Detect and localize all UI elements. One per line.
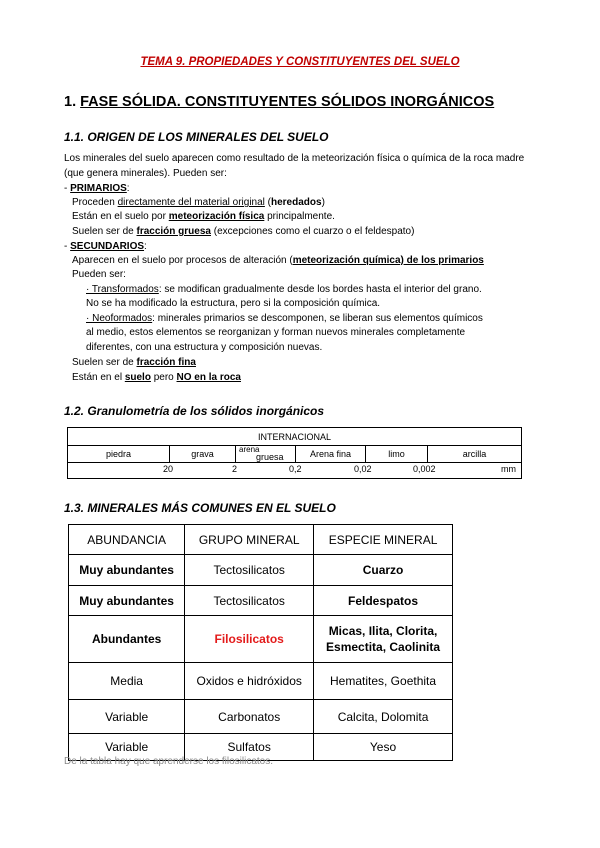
limit-0-2: 0,2 [289, 464, 302, 474]
header-abundancia: ABUNDANCIA [69, 525, 185, 555]
primarios-heading: - PRIMARIOS: [64, 183, 130, 194]
granulometry-header: INTERNACIONAL [68, 428, 521, 446]
table-row: Variable Sulfatos Yeso [69, 734, 453, 761]
limit-0-02: 0,02 [354, 464, 372, 474]
category-piedra: piedra [68, 446, 170, 463]
section-1-1-heading: 1.1. ORIGEN DE LOS MINERALES DEL SUELO [64, 130, 329, 144]
transformados-line-1: · Transformados: se modifican gradualmente desde los bordes hasta el interior del grano. [86, 284, 482, 295]
category-arena-fina: Arena fina [296, 446, 366, 463]
section-1-2-heading: 1.2. Granulometría de los sólidos inorgánicos [64, 404, 325, 418]
limit-0-002: 0,002 [413, 464, 436, 474]
secundarios-line-3: Suelen ser de fracción fina [72, 357, 196, 368]
table-row: Media Oxidos e hidróxidos Hematites, Goethita [69, 663, 453, 700]
limit-unit: mm [501, 464, 516, 474]
neoformados-line-1: · Neoformados: minerales primarios se descomponen, se liberan sus elementos químicos [86, 313, 483, 324]
primarios-line-3: Suelen ser de fracción gruesa (excepciones como el cuarzo o el feldespato) [72, 226, 415, 237]
transformados-line-2: No se ha modificado la estructura, pero si la composición química. [86, 298, 381, 309]
granulometry-limits-row [68, 463, 521, 478]
section-1-title: FASE SÓLIDA. CONSTITUYENTES SÓLIDOS INORGÁNICOS [80, 94, 495, 110]
table-row: Muy abundantes Tectosilicatos Feldespatos [69, 586, 453, 616]
category-limo: limo [366, 446, 428, 463]
table-header-row [69, 525, 453, 555]
neoformados-line-2: al medio, estos elementos se reorganizan y forman nuevos minerales completamente [86, 327, 466, 338]
secundarios-line-4: Están en el suelo pero NO en la roca [72, 372, 241, 383]
secundarios-heading: - SECUNDARIOS: [64, 241, 147, 252]
granulometry-table [67, 427, 522, 479]
table-row: Variable Carbonatos Calcita, Dolomita [69, 700, 453, 734]
table-row: Abundantes Filosilicatos Micas, Ilita, Clorita, Esmectita, Caolinita [69, 616, 453, 663]
header-grupo-mineral: GRUPO MINERAL [185, 525, 314, 555]
table-note: De la tabla hay que aprenderse los filosilicatos. [64, 756, 274, 767]
minerals-table [68, 524, 453, 761]
intro-paragraph: Los minerales del suelo aparecen como resultado de la meteorización física o química de la roca madre (que genera minerales). Pueden ser: [64, 153, 525, 179]
primarios-line-2: Están en el suelo por meteorización física principalmente. [72, 211, 335, 222]
secundarios-line-1: Aparecen en el suelo por procesos de alteración (meteorización química) de los primarios [72, 255, 484, 266]
limit-2: 2 [232, 464, 238, 474]
category-arcilla: arcilla [462, 449, 487, 459]
neoformados-line-3: diferentes, con una estructura y composición nuevas. [86, 342, 323, 353]
table-row: Muy abundantes Tectosilicatos Cuarzo [69, 555, 453, 586]
secundarios-line-2: Pueden ser: [72, 269, 126, 280]
granulometry-categories-row [68, 446, 521, 463]
section-1-heading [64, 94, 494, 110]
category-arena-gruesa: arena gruesa [236, 446, 296, 463]
limit-20: 20 [163, 464, 174, 474]
primarios-line-1: Proceden directamente del material original (heredados) [72, 197, 325, 208]
document-title: TEMA 9. PROPIEDADES Y CONSTITUYENTES DEL SUELO [140, 56, 460, 68]
category-grava: grava [170, 446, 236, 463]
section-1-number: 1. [64, 94, 77, 110]
header-especie-mineral: ESPECIE MINERAL [314, 525, 453, 555]
section-1-3-heading: 1.3. MINERALES MÁS COMUNES EN EL SUELO [64, 501, 336, 515]
